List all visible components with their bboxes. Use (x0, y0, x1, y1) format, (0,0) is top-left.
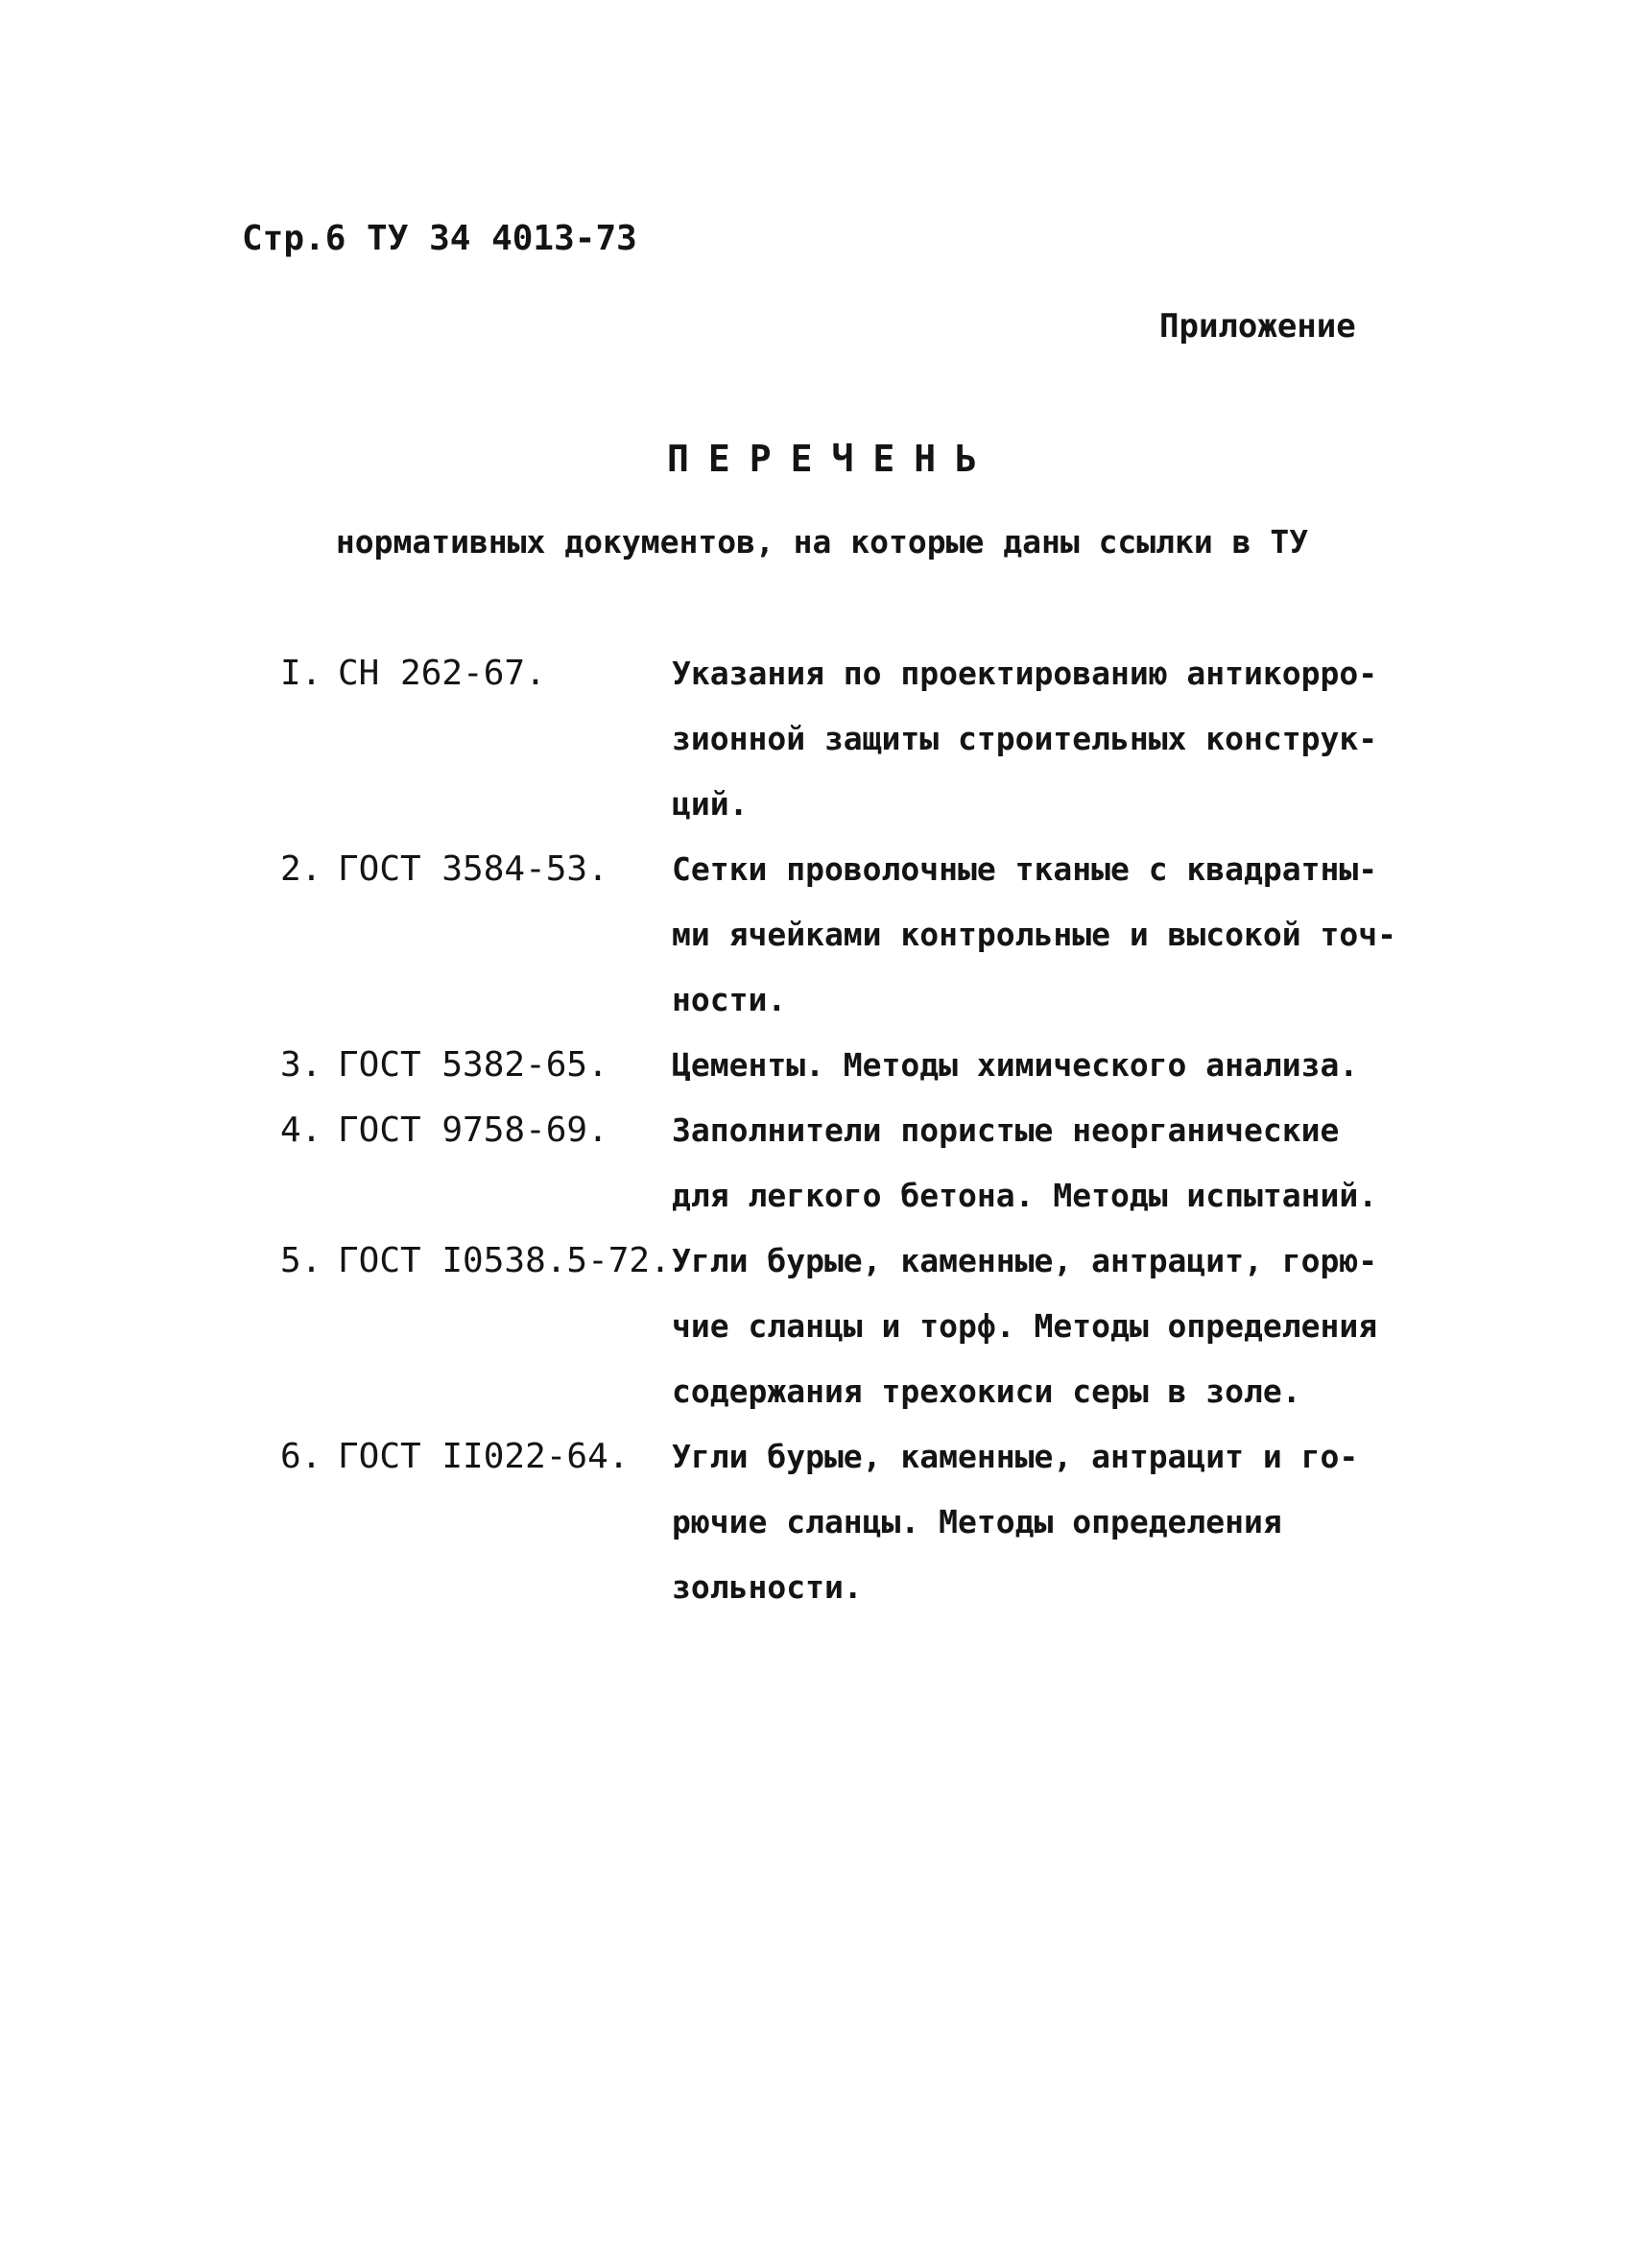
list-item (280, 1424, 1489, 1620)
item-number: 5. (280, 1241, 322, 1280)
document-subtitle: нормативных документов, на которые даны ссылки в ТУ (335, 523, 1309, 561)
item-description (672, 1033, 1430, 1098)
description-line: зольности. (672, 1568, 863, 1606)
description-line: Угли бурые, каменные, антрацит и го- (672, 1438, 1359, 1475)
item-code: ГОСТ 5382-65. (338, 1045, 608, 1085)
description-line: для легкого бетона. Методы испытаний. (672, 1177, 1378, 1214)
description-line: зионной защиты строительных конструк- (672, 720, 1378, 757)
description-line: чие сланцы и торф. Методы определения (672, 1307, 1378, 1345)
list-item (280, 1033, 1489, 1098)
description-line: ми ячейками контрольные и высокой точ- (672, 916, 1396, 953)
page-header: Стр.6 ТУ 34 4013-73 (242, 219, 637, 258)
list-item (280, 641, 1489, 837)
list-item (280, 1229, 1489, 1424)
list-item (280, 837, 1489, 1033)
item-number: I. (280, 654, 322, 693)
item-number: 2. (280, 849, 322, 889)
item-code: ГОСТ 3584-53. (338, 849, 608, 889)
item-code: СН 262-67. (338, 654, 546, 693)
description-line: Заполнители пористые неорганические (672, 1111, 1340, 1149)
item-description (672, 1424, 1430, 1620)
item-code: ГОСТ II022-64. (338, 1437, 630, 1476)
description-line: ности. (672, 981, 787, 1018)
document-title: ПЕРЕЧЕНЬ (666, 438, 997, 480)
description-line: Угли бурые, каменные, антрацит, горю- (672, 1242, 1378, 1279)
reference-list (280, 641, 1489, 1620)
item-description (672, 837, 1430, 1033)
description-line: Цементы. Методы химического анализа. (672, 1046, 1359, 1084)
item-number: 3. (280, 1045, 322, 1085)
item-number: 6. (280, 1437, 322, 1476)
item-code: ГОСТ I0538.5-72. (338, 1241, 671, 1280)
description-line: содержания трехокиси серы в золе. (672, 1373, 1301, 1410)
description-line: ций. (672, 785, 749, 823)
description-line: Указания по проектированию антикорро- (672, 655, 1378, 692)
item-description (672, 641, 1430, 837)
description-line: Сетки проволочные тканые с квадратны- (672, 850, 1378, 888)
appendix-label: Приложение (1159, 307, 1356, 346)
item-description (672, 1229, 1430, 1424)
item-code: ГОСТ 9758-69. (338, 1110, 608, 1150)
item-number: 4. (280, 1110, 322, 1150)
description-line: рючие сланцы. Методы определения (672, 1503, 1282, 1540)
item-description (672, 1098, 1430, 1229)
list-item (280, 1098, 1489, 1229)
